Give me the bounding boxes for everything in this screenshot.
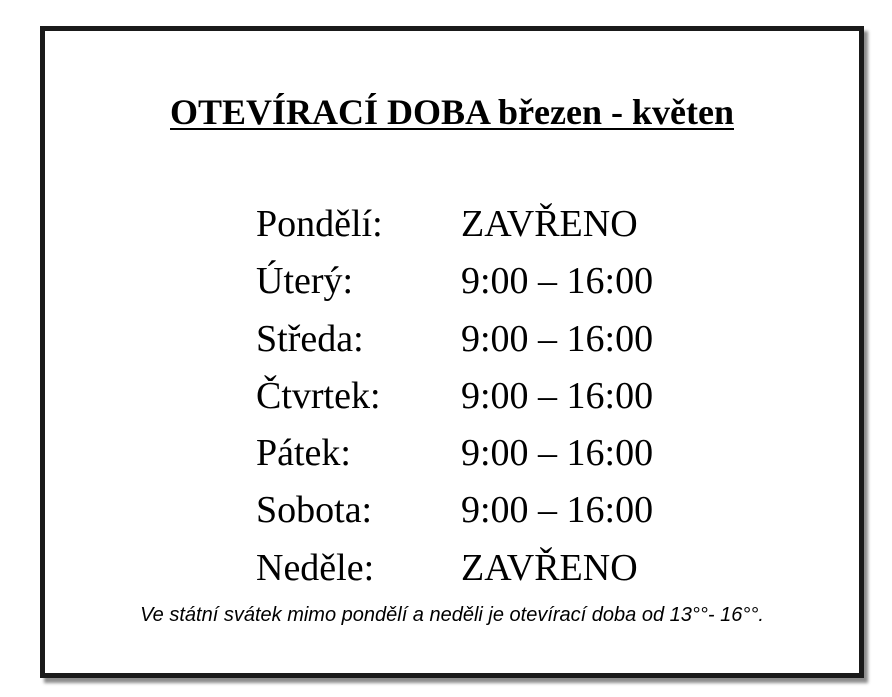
- day-label: Pondělí:: [256, 203, 383, 245]
- schedule-row-monday: [256, 196, 653, 253]
- schedule-row-wednesday: [256, 311, 653, 368]
- day-label: Středa:: [256, 317, 364, 360]
- hours-value: 9:00 – 16:00: [461, 317, 654, 360]
- schedule-row-saturday: [256, 482, 653, 539]
- sign-title: OTEVÍRACÍ DOBA březen - květen: [170, 92, 734, 132]
- hours-value: 9:00 – 16:00: [461, 260, 654, 303]
- hours-value: ZAVŘENO: [461, 203, 638, 245]
- opening-hours-table: [256, 196, 653, 597]
- hours-value: 9:00 – 16:00: [461, 432, 654, 475]
- schedule-row-friday: [256, 425, 653, 482]
- holiday-note: Ve státní svátek mimo pondělí a neděli je otevírací doba od 13°°- 16°°.: [140, 604, 764, 626]
- day-label: Pátek:: [256, 432, 351, 475]
- day-label: Čtvrtek:: [256, 374, 381, 417]
- day-label: Úterý:: [256, 260, 354, 303]
- schedule-row-thursday: [256, 368, 653, 425]
- hours-value: 9:00 – 16:00: [461, 374, 654, 417]
- schedule-row-tuesday: [256, 253, 653, 310]
- opening-hours-sign: [40, 26, 864, 678]
- schedule-row-sunday: [256, 540, 653, 597]
- hours-value: 9:00 – 16:00: [461, 489, 654, 532]
- day-label: Sobota:: [256, 489, 373, 532]
- hours-value: ZAVŘENO: [461, 546, 638, 589]
- day-label: Neděle:: [256, 546, 375, 589]
